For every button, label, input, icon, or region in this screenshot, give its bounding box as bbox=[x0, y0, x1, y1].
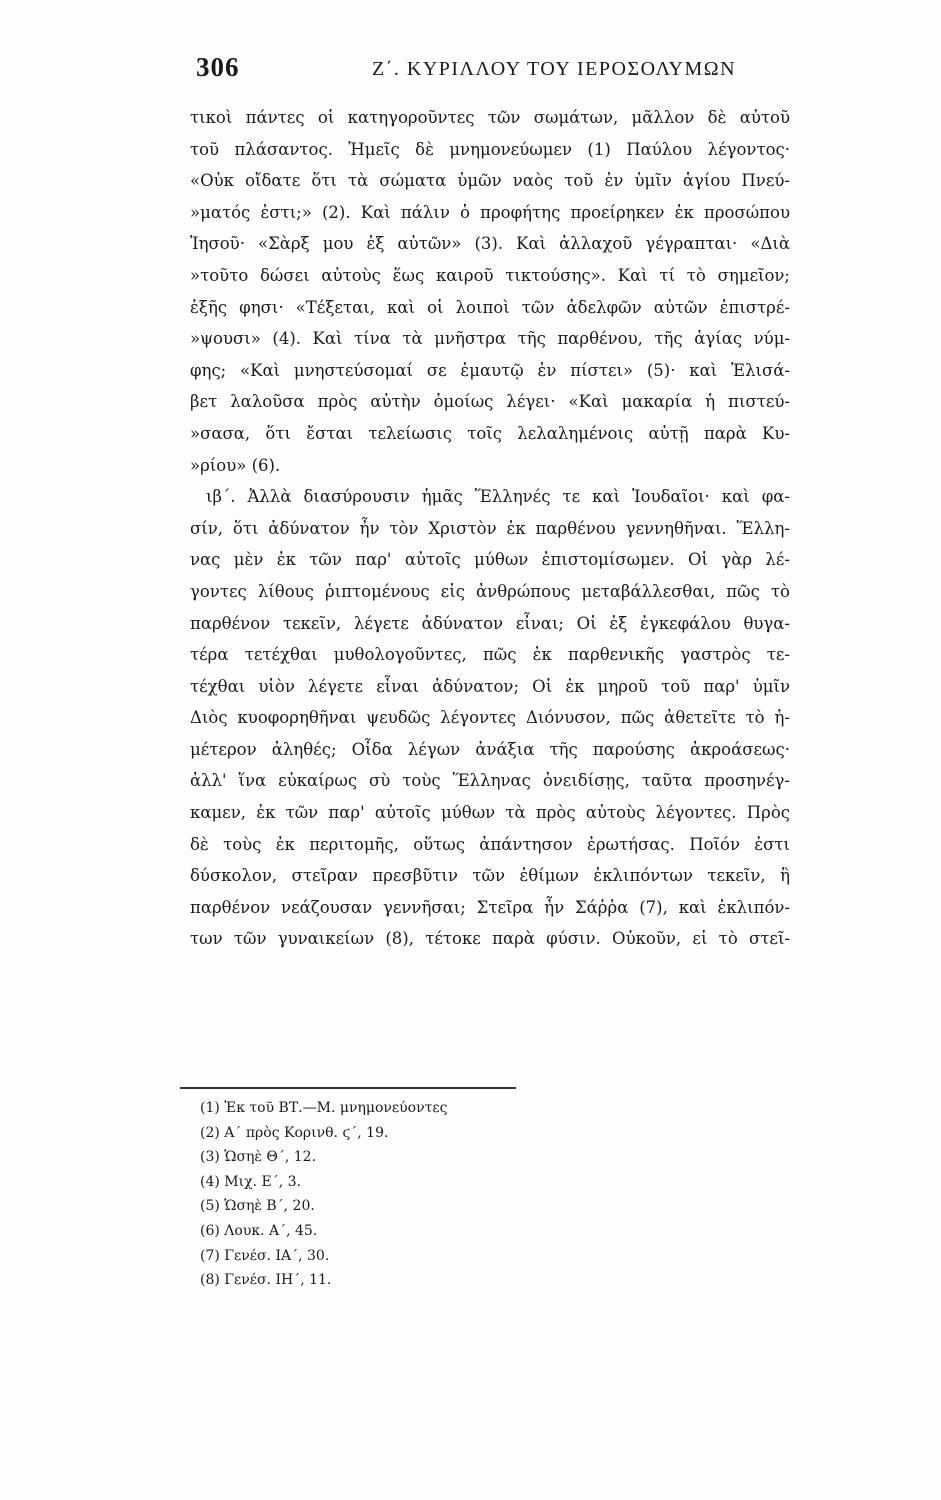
footnote: (1) Ἐκ τοῦ ΒΤ.—Μ. μνημονεύοντες bbox=[200, 1100, 448, 1116]
text-line: τοῦ πλάσαντος. Ἡμεῖς δὲ μνημονεύωμεν (1) Παύλου λέγοντος· bbox=[190, 139, 790, 159]
text-line: τέρα τετέχθαι μυθολογοῦντες, πῶς ἐκ παρθενικῆς γαστρὸς τε- bbox=[190, 645, 790, 665]
text-line: δύσκολον, στεῖραν πρεσβῦτιν τῶν ἐθίμων ἐκλιπόντων τεκεῖν, ἢ bbox=[190, 866, 790, 886]
footnotes bbox=[200, 1096, 560, 1293]
main-text bbox=[190, 102, 790, 955]
text-line: νας μὲν ἐκ τῶν παρ' αὐτοῖς μύθων ἐπιστομίσωμεν. Οἱ γὰρ λέ- bbox=[190, 550, 790, 570]
text-line: σίν, ὅτι ἀδύνατον ἦν τὸν Χριστὸν ἐκ παρθένου γεννηθῆναι. Ἕλλη- bbox=[190, 518, 790, 538]
text-line: δὲ τοὺς ἐκ περιτομῆς, οὕτως ἀπάντησον ἐρωτήσας. Ποῖόν ἐστι bbox=[190, 834, 790, 854]
text-line: τέχθαι υἱὸν λέγετε εἶναι ἀδύνατον; Οἱ ἐκ μηροῦ τοῦ παρ' ὑμῖν bbox=[190, 676, 790, 696]
footnote: (5) Ὡσηὲ Β΄, 20. bbox=[200, 1198, 315, 1215]
text-line: ἑξῆς φησι· «Τέξεται, καὶ οἱ λοιποὶ τῶν ἀδελφῶν αὐτῶν ἐπιστρέ- bbox=[190, 297, 790, 317]
text-line: Διὸς κυοφορηθῆναι ψευδῶς λέγοντες Διόνυσον, πῶς ἀθετεῖτε τὸ ἡ- bbox=[190, 708, 790, 728]
text-line: Ἰησοῦ· «Σὰρξ μου ἐξ αὐτῶν» (3). Καὶ ἀλλαχοῦ γέγραπται· «Διὰ bbox=[190, 234, 790, 254]
text-line: παρθένον τεκεῖν, λέγετε ἀδύνατον εἶναι; Οἱ ἐξ ἐγκεφάλου θυγα- bbox=[190, 613, 790, 633]
running-head: Ζ΄. ΚΥΡΙΛΛΟΥ ΤΟΥ ΙΕΡΟΣΟΛΥΜΩΝ bbox=[372, 58, 737, 80]
footnote-divider bbox=[180, 1087, 516, 1089]
text-line: »ματός ἐστι;» (2). Καὶ πάλιν ὁ προφήτης προείρηκεν ἐκ προσώπου bbox=[190, 202, 790, 222]
footnote: (2) Α΄ πρὸς Κορινθ. ϛ΄, 19. bbox=[200, 1124, 389, 1141]
page-header bbox=[196, 52, 786, 92]
text-line: των τῶν γυναικείων (8), τέτοκε παρὰ φύσιν. Οὐκοῦν, εἰ τὸ στεῖ- bbox=[190, 929, 790, 949]
text-line: »ρίου» (6). bbox=[190, 455, 281, 475]
text-line: «Οὐκ οἴδατε ὅτι τὰ σώματα ὑμῶν ναὸς τοῦ ἐν ὑμῖν ἁγίου Πνεύ- bbox=[190, 171, 790, 191]
text-line: μέτερον ἀληθές; Οἶδα λέγων ἀνάξια τῆς παρούσης ἀκροάσεως· bbox=[190, 739, 790, 759]
section-start-line: ιβ΄. Ἀλλὰ διασύρουσιν ἡμᾶς Ἕλληνές τε καὶ Ἰουδαῖοι· καὶ φα- bbox=[206, 487, 790, 507]
text-line: παρθένον νεάζουσαν γεννῆσαι; Στεῖρα ἦν Σάῤῥα (7), καὶ ἐκλιπόν- bbox=[190, 897, 790, 917]
footnote: (8) Γενέσ. ΙΗ΄, 11. bbox=[200, 1272, 332, 1289]
text-line: »ψουσι» (4). Καὶ τίνα τὰ μνῆστρα τῆς παρθένου, τῆς ἁγίας νύμ- bbox=[190, 329, 790, 349]
footnote: (3) Ὡσηὲ Θ΄, 12. bbox=[200, 1149, 317, 1166]
footnote: (6) Λουκ. Α΄, 45. bbox=[200, 1222, 318, 1239]
text-line: τικοὶ πάντες οἱ κατηγοροῦντες τῶν σωμάτων, μᾶλλον δὲ αὐτοῦ bbox=[190, 108, 790, 127]
text-line: καμεν, ἐκ τῶν παρ' αὐτοῖς μύθων τὰ πρὸς αὐτοὺς λέγοντες. Πρὸς bbox=[190, 803, 790, 823]
page-number: 306 bbox=[196, 52, 240, 82]
text-line: φης; «Καὶ μνηστεύσομαί σε ἐμαυτῷ ἐν πίστει» (5)· καὶ Ἐλισά- bbox=[190, 360, 790, 380]
text-line: »τοῦτο δώσει αὐτοὺς ἕως καιροῦ τικτούσης». Καὶ τί τὸ σημεῖον; bbox=[190, 265, 790, 285]
text-line: γοντες λίθους ῥιπτομένους εἰς ἀνθρώπους μεταβάλλεσθαι, πῶς τὸ bbox=[190, 581, 790, 601]
text-line: ἀλλ' ἵνα εὐκαίρως σὺ τοὺς Ἕλληνας ὀνειδίσῃς, ταῦτα προσηνέγ- bbox=[190, 771, 790, 791]
footnote: (7) Γενέσ. ΙΑ΄, 30. bbox=[200, 1247, 330, 1264]
footnote: (4) Μιχ. Ε΄, 3. bbox=[200, 1173, 301, 1190]
text-line: »σασα, ὅτι ἔσται τελείωσις τοῖς λελαλημένοις αὐτῇ παρὰ Κυ- bbox=[190, 423, 790, 443]
text-line: βετ λαλοῦσα πρὸς αὐτὴν ὁμοίως λέγει· «Καὶ μακαρία ἡ πιστεύ- bbox=[190, 392, 790, 412]
